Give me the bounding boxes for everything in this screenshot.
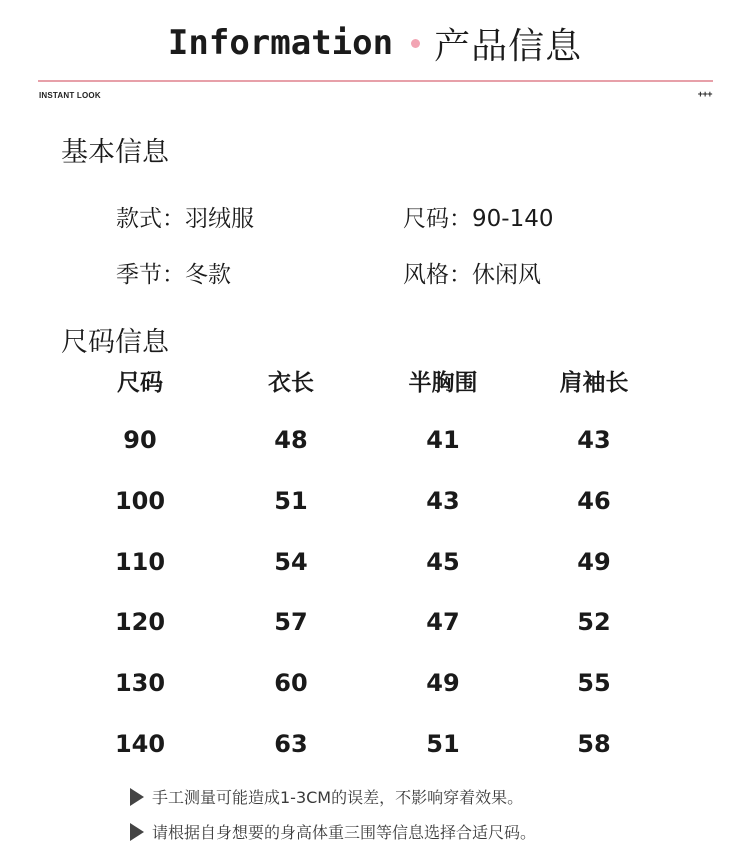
info-size [403,200,553,233]
column-header: 半胸围 [408,370,478,396]
table-cell: 90 [123,426,157,454]
table-cell: 46 [577,487,611,515]
info-label: 季节： [116,262,185,288]
info-value: 90-140 [472,206,554,232]
header-divider [38,80,713,82]
table-cell: 140 [114,730,166,758]
note-text: 请根据自身想要的身高体重三围等信息选择合适尺码。 [152,823,537,842]
table-row [60,426,680,486]
column-header: 肩袖长 [559,370,629,396]
table-cell: 41 [426,426,460,454]
table-row [60,669,680,729]
size-info-title: 尺码信息 [61,327,169,358]
table-cell: 52 [577,608,611,636]
table-cell: 43 [577,426,611,454]
note-item [130,820,536,843]
info-season [116,256,231,289]
table-cell: 63 [274,730,308,758]
note-text: 手工测量可能造成1-3CM的误差，不影响穿着效果。 [152,788,524,807]
table-cell: 49 [426,669,460,697]
table-cell: 120 [114,608,166,636]
column-header: 衣长 [268,370,314,396]
play-arrow-icon [130,788,144,806]
column-header: 尺码 [117,370,163,396]
table-cell: 100 [114,487,166,515]
table-cell: 51 [274,487,308,515]
table-cell: 130 [114,669,166,697]
table-cell: 110 [114,548,166,576]
title-en: Information [167,23,394,63]
info-value: 冬款 [185,262,231,288]
table-cell: 47 [426,608,460,636]
info-value: 羽绒服 [185,206,254,232]
table-row [60,730,680,790]
info-label: 尺码： [403,206,472,232]
table-cell: 57 [274,608,308,636]
table-cell: 45 [426,548,460,576]
table-row [60,487,680,547]
table-cell: 54 [274,548,308,576]
table-cell: 49 [577,548,611,576]
play-arrow-icon [130,823,144,841]
table-cell: 60 [274,669,308,697]
table-row [60,608,680,668]
tagline: INSTANT LOOK [39,91,101,100]
table-cell: 55 [577,669,611,697]
table-header-row [60,364,680,424]
info-value: 休闲风 [472,262,541,288]
info-label: 风格： [403,262,472,288]
table-row [60,548,680,608]
table-cell: 48 [274,426,308,454]
table-cell: 51 [426,730,460,758]
title-zh: 产品信息 [434,25,583,67]
info-genre [403,256,541,289]
table-cell: 43 [426,487,460,515]
table-cell: 58 [577,730,611,758]
page-header [0,18,750,68]
plus-mark: +++ [697,89,712,99]
note-item [130,785,523,808]
title-separator-dot [411,39,420,48]
basic-info-title: 基本信息 [61,137,169,168]
info-style [116,200,254,233]
info-label: 款式： [116,206,185,232]
